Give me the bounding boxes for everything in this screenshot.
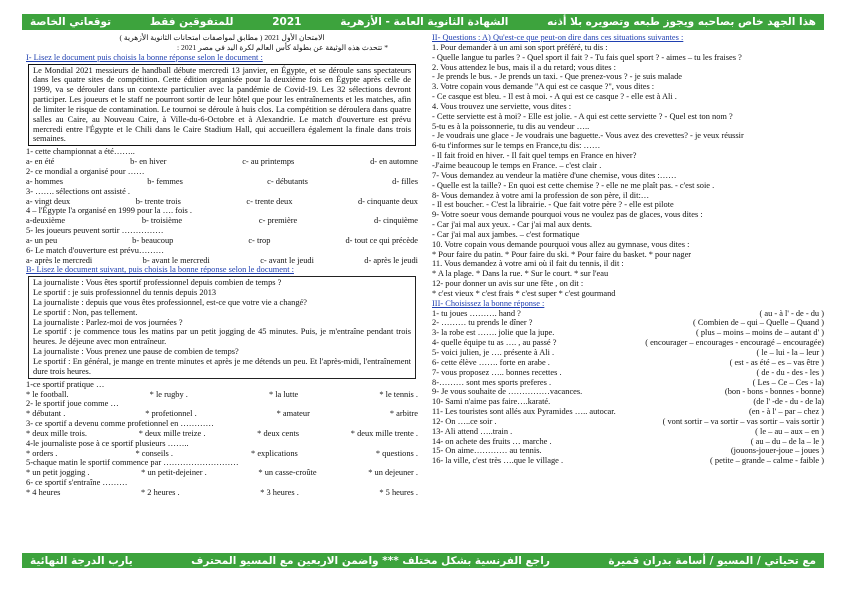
section_B-option: * la lutte — [268, 389, 299, 399]
section_B-option: * un petit jogging . — [26, 468, 90, 478]
section-ii-line: 11. Vous demandez à votre ami où il fait du tennis, il dit : — [432, 259, 624, 269]
header-banner — [22, 14, 824, 30]
section-iii-options: ( le – au – aux – en ) — [755, 426, 824, 436]
section-ii-line: - Quelle langue tu parles ? - Quel sport il fait ? - Tu fais quel sport ? - aimes – tu les fraises ? — [432, 52, 742, 62]
section_B-option: * conseils . — [135, 448, 173, 458]
section_I-options-row — [26, 216, 418, 226]
section-iii-row — [432, 309, 824, 319]
dialogue-line: Le sportif : je suis professionnel du tennis depuis 2013 — [33, 288, 217, 298]
section_B-options-row — [26, 409, 418, 419]
section_B-option: * le rugby . — [149, 389, 188, 399]
section-iii-row — [432, 378, 824, 388]
section_I-option: a- hommes — [26, 176, 63, 186]
section_I-option: b- beaucoup — [132, 235, 174, 245]
dialogue-line: Le sportif : En général, je mange en trente minutes et après je me détends un peu. Et l'après-midi, l'entraînement dure trois heures. — [33, 357, 411, 376]
section_B-option: * deux mille trente . — [350, 428, 418, 438]
section-iii-options: ( au - à l' - de - du ) — [759, 308, 824, 318]
section-iii-row — [432, 397, 824, 407]
section-iii-row — [432, 318, 824, 328]
section-iii-question: 15- On aime………… au tennis. — [432, 446, 542, 456]
dialogue-line: Le sportif : je commence tous les matins par un petit jogging de 45 minutes. Puis, je m'entraîne pendant trois heures. Je déjeune avec mon entraîneur. — [33, 327, 411, 347]
section_I-option: a- en été — [26, 157, 55, 167]
section-iii-options: ( de - du - des - les ) — [756, 367, 824, 377]
section-ii-lines — [432, 43, 824, 299]
right-column — [432, 33, 824, 466]
section-b-heading: B- Lisez le document suivant, puis choisis la bonne réponse selon le document : — [26, 265, 294, 275]
section-iii-options: (en - à l' – par – chez ) — [749, 407, 824, 417]
section-iii-row — [432, 348, 824, 358]
section-iii-row — [432, 456, 824, 466]
section-iii-options: (jouons-jouer-joue – joues ) — [730, 446, 824, 456]
section-i-passage — [28, 64, 416, 147]
section-i-heading: I- Lisez le document puis choisis la bonne réponse selon le document : — [26, 52, 263, 62]
section_I-options-row — [26, 256, 418, 266]
section_I-option: c- au printemps — [242, 157, 295, 167]
section_I-option: d- tout ce qui précède — [345, 235, 418, 245]
section-i-questions — [26, 147, 418, 265]
section_B-option: * deux cents — [257, 428, 300, 438]
section-ii-line: 9- Votre soeur vous demande pourquoi vous ne voulez pas de glaces, vous dites : — [432, 210, 703, 220]
section-ii-line: * A la plage. * Dans la rue. * Sur le court. * sur l'eau — [432, 269, 609, 279]
passage-text: Le Mondial 2021 messieurs de handball débute mercredi 13 janvier, en Égypte, et se déroule sans spectateurs dans les quatre sites de compétition. Cette édition organisée pour la deuxième fois en Égypte après celle de 1999, va se dérouler dans un contexte particulier avec la pandémie de Covid-19. Les 32 sélections devront participer. Les joueurs et le staff ne pourront sortir de leur hôtel que pour les entraînements et les matches, afin de limiter le risque de contamination. Le tournoi se déroule à huis clos. La compétition se déroulera dans quatre salles au Caire, au Nouveau Caire, à Ville-du-6-Octobre et à Alexandrie. Le match d'ouverture est prévu mercredi entre l'Égypte et le Chili dans le Caire Stadium Hall, qui accueillera également la finale dans trois semaines. — [33, 65, 411, 144]
section-ii-line: 1. Pour demander à un ami son sport préféré, tu dis : — [432, 42, 608, 52]
section_I-options-row — [26, 197, 418, 207]
section-iii-question: 2- ……… tu prends le dîner ? — [432, 318, 533, 328]
footer-center: راجع الفرنسية بشكل مختلف *** واضمن الاربعين مع المسيو المحترف — [191, 554, 550, 567]
section_B-option: * 2 heures . — [141, 487, 180, 497]
section_I-option: c- débutants — [267, 176, 308, 186]
section_I-question: 1- cette championnat a été…….. — [26, 147, 135, 157]
section-iii-options: (de l' -de - du - de la) — [753, 397, 824, 407]
section_B-option: * orders . — [26, 448, 58, 458]
section_I-option: a- vingt deux — [26, 196, 71, 206]
section-iii-question: 14- on achete des fruits … marche . — [432, 436, 552, 446]
section_B-option: * le tennis . — [379, 389, 418, 399]
exam-note: * تتحدث هذه الوثيقة عن بطولة كأس العالم لكرة اليد في مصر 2021 : — [177, 42, 388, 52]
section-ii-line: 3. Votre copain vous demande "A qui est ce casque ?", vous dites : — [432, 82, 655, 92]
section-iii-question: 4- quelle équipe tu as …. , au passé ? — [432, 338, 557, 348]
section-ii-line: - Car j'ai mal aux yeux. - Car j'ai mal aux dents. — [432, 220, 593, 230]
section_I-options-row — [26, 157, 418, 167]
section-ii-line: - Il est boucher. - C'est la librairie. - Que fait votre père ? - elle est pilote — [432, 200, 674, 210]
section-iii-row — [432, 446, 824, 456]
section_I-option: b- troisième — [141, 216, 183, 226]
section_B-option: * 3 heures . — [260, 487, 299, 497]
section_I-option: d- après le jeudi — [364, 255, 418, 265]
section_B-options-row — [26, 390, 418, 400]
section_I-option: d- filles — [392, 176, 418, 186]
section-ii-line: 2. Vous attendez le bus, mais il a du retard; vous dites : — [432, 62, 616, 72]
section_B-option: * questions . — [375, 448, 418, 458]
footer-left: يارب الدرجة النهائية — [30, 554, 133, 567]
section-iii-row — [432, 417, 824, 427]
section_B-options-row — [26, 468, 418, 478]
section-iii-question: 3- la robe est ……. jolie que la jupe. — [432, 328, 555, 338]
section-ii-line: 12- pour donner un avis sur une fête , on dit : — [432, 279, 584, 289]
section-iii-row — [432, 387, 824, 397]
section_I-option: b- avant le mercredi — [142, 255, 210, 265]
section_B-options-row — [26, 488, 418, 498]
section_B-option: * débutant . — [26, 409, 66, 419]
section-ii-line: - Quelle est la taille? - En quoi est cette chemise ? - elle ne me plaît pas. - c'est soie . — [432, 180, 715, 190]
dialogue-line: La journaliste : Vous prenez une pause de combien de temps? — [33, 347, 239, 357]
section-iii-options: ( Combien de – qui – Quelle – Quand ) — [693, 318, 824, 328]
section_B-option: * 4 heures — [26, 487, 61, 497]
section-ii-line: - Car j'ai mal aux jambes. – c'est formatique — [432, 229, 580, 239]
section_B-option: * explications — [251, 448, 298, 458]
section-ii-line: - Il fait froid en hiver. - Il fait quel temps en France en hiver? — [432, 151, 637, 161]
section-ii-line: - Cette serviette est à moi? - Elle est jolie. - A qui est cette serviette ? - Quel est ton nom ? — [432, 111, 733, 121]
section-iii-question: 7- vous proposez ….. bonnes recettes . — [432, 367, 562, 377]
section-ii-line: * Pour faire du patin. * Pour faire du ski. * Pour faire du basket. * pour nager — [432, 249, 692, 259]
section-ii-line: 5-tu es à la poissonnerie, tu dis au vendeur ….. — [432, 121, 590, 131]
header-center: الشهادة الثانوية العامة - الأزهرية — [340, 16, 509, 28]
section-ii-line: 8- Vous demandez à votre ami la profession de son père, il dit:… — [432, 190, 650, 200]
section_B-question: 5-chaque matin le sportif commence par ……………………… — [26, 458, 239, 468]
section_I-option: d- cinquième — [374, 216, 418, 226]
section-iii-options: ( vont sortir – va sortir – vas sortir – vais sortir ) — [662, 416, 824, 426]
left-column — [26, 33, 418, 498]
section-ii-line: -J'aime beaucoup le temps en France. – c'est clair . — [432, 160, 602, 170]
section_B-question: 4-le journaliste pose à ce sportif plusieurs …….. — [26, 438, 189, 448]
section-iii-question: 11- Les touristes sont allés aux Pyramides ….. autocar. — [432, 407, 616, 417]
section-iii-row — [432, 407, 824, 417]
section_B-question: 2- le sportif joue comme … — [26, 399, 119, 409]
header-right: هذا الجهد خاص بصاحبه ويجوز طبعه وتصويره بلا أذنه — [547, 16, 816, 28]
section-iii-options: ( au – du – de la – le ) — [750, 436, 824, 446]
header-left: توقعاتي الخاصة — [30, 16, 112, 28]
section-iii-row — [432, 338, 824, 348]
section-iii-options: ( plus – moins – moins de – autant d' ) — [695, 328, 824, 338]
section-ii-line: - Je voudrais une glace - Je voudrais une baguette.- Vous avez des crevettes? - je veux réussir — [432, 131, 744, 141]
section-iii-options: ( le – lui - la – leur ) — [756, 348, 824, 357]
section_I-option: b- en hiver — [130, 157, 167, 167]
section_I-option: d- cinquante deux — [357, 196, 418, 206]
section_I-option: c- trop — [248, 235, 271, 245]
section_B-option: * profetionnel . — [145, 409, 197, 419]
section_B-question: 6- ce sportif s'entraîne ……… — [26, 478, 128, 488]
section-ii-heading: II- Questions : A) Qu'est-ce que peut-on dire dans ces situations suivantes : — [432, 33, 684, 42]
section_B-option: * le football. — [26, 389, 69, 399]
dialogue-line: La journaliste : depuis que vous êtes professionnel, est-ce que votre vie a changé? — [33, 297, 307, 307]
section-iii-question: 8-……… sont mes sports preferes . — [432, 377, 552, 387]
section-iii-question: 10- Sami n'aime pas faire….karaté. — [432, 397, 551, 407]
section-iii-question: 1- tu joues ………. hand ? — [432, 308, 521, 318]
section-iii-items — [432, 309, 824, 467]
section-iii-row — [432, 358, 824, 368]
section_I-question: 6- Le match d'ouverture est prévu……… — [26, 245, 165, 255]
section-ii-line: - Ce casque est bleu. - Il est à moi. - A qui est ce casque ? - elle est à Ali . — [432, 92, 677, 102]
section-iii-options: ( petite – grande – calme - faible ) — [710, 456, 824, 466]
section-ii-line: 10. Votre copain vous demande pourquoi vous allez au gymnase, vous dites : — [432, 239, 690, 249]
section-iii-options: ( Les – Ce – Ces - la) — [752, 377, 824, 387]
section-iii-options: (bon - bons - bonnes - bonne) — [724, 387, 824, 397]
section_B-question: 3- ce sportif a devenu comme profetionnel en ………… — [26, 419, 214, 429]
section_B-option: * deux mille trois. — [26, 428, 87, 438]
header-left2: للمتفوقين فقط — [149, 16, 234, 28]
section-b-dialogue — [28, 276, 416, 378]
footer-banner — [22, 553, 824, 568]
section_I-question: 5- les joueurs peuvent sortir …………… — [26, 226, 164, 236]
section_I-question: 2- ce mondial a organisé pour …… — [26, 166, 145, 176]
section_I-option: c- trente deux — [246, 196, 293, 206]
section_B-option: * 5 heures . — [379, 487, 418, 497]
dialogue-line: La journaliste : Parlez-moi de vos journées ? — [33, 317, 183, 327]
section_I-option: a- un peu — [26, 235, 58, 245]
section_B-option: * un dejeuner . — [368, 468, 418, 478]
section-iii-question: 12- On …..ce soir . — [432, 416, 497, 426]
section-iii-options: ( est - as été – es – vas être ) — [729, 357, 824, 367]
header-year: 2021 — [272, 16, 302, 28]
section_I-option: a-deuxième — [26, 216, 66, 226]
section_I-option: c- avant le jeudi — [260, 255, 314, 265]
section-ii-line: - Je prends le bus. - Je prends un taxi. - Que prenez-vous ? - je suis malade — [432, 72, 683, 82]
section_I-option: c- première — [258, 216, 298, 226]
section-iii-row — [432, 427, 824, 437]
section-iii-heading: III- Choisissez la bonne réponse : — [432, 298, 545, 308]
section-ii-line: * c'est vieux * c'est frais * c'est super * c'est gourmand — [432, 288, 616, 298]
section_B-option: * amateur — [276, 409, 310, 419]
section_I-question: 4 – l'Égypte l'a organisé en 1999 pour la …. fois . — [26, 206, 192, 216]
section_B-option: * arbitre — [389, 409, 418, 419]
section-iii-row — [432, 328, 824, 338]
section-iii-question: 16- la ville, c'est très ….que le village . — [432, 456, 564, 466]
section-b-questions — [26, 380, 418, 498]
section-ii-line: 7- Vous demandez au vendeur la matière d'une chemise, vous dites :…… — [432, 170, 677, 180]
section-iii-question: 9- Je vous souhaite de ……………vacances. — [432, 387, 583, 397]
section_B-question: 1-ce sportif pratique … — [26, 379, 105, 389]
dialogue-line: La journaliste : Vous êtes sportif professionnel depuis combien de temps ? — [33, 278, 282, 288]
section-ii-line: 6-tu t'informes sur le temps en France,tu dis: …… — [432, 141, 601, 151]
section-iii-question: 13- Ali attend …..train . — [432, 426, 513, 436]
section-iii-question: 5- voici julien, je …. présente à Ali . — [432, 348, 555, 357]
section-iii-row — [432, 437, 824, 447]
section_B-option: * un casse-croûte — [258, 468, 317, 478]
section_B-options-row — [26, 449, 418, 459]
section-iii-options: ( encourager – encourages - encouragé – encouragée) — [645, 338, 824, 348]
footer-right: مع تحياتي / المسيو / أسامة بدران قميرة — [608, 554, 816, 567]
section_I-options-row — [26, 236, 418, 246]
exam-title: الامتحان الأول 2021 ( مطابق لمواصفات امتحانات الثانوية الأزهرية ) — [119, 33, 325, 42]
dialogue-line: Le sportif : Non, pas tellement. — [33, 307, 138, 317]
section_I-options-row — [26, 177, 418, 187]
section-iii-question: 6- cette élève ……. forte en arabe . — [432, 357, 550, 367]
section_I-option: b- femmes — [147, 176, 183, 186]
section_B-option: * un petit-dejeiner . — [141, 468, 207, 478]
section-ii-line: 4. Vous trouvez une serviette, vous dites : — [432, 101, 572, 111]
section_I-option: b- trente trois — [135, 196, 181, 206]
section_I-question: 3- ……. sélections ont assisté . — [26, 186, 130, 196]
section_I-option: d- en automne — [370, 157, 418, 167]
section_B-option: * deux mille treize . — [138, 428, 206, 438]
section_B-options-row — [26, 429, 418, 439]
section-iii-row — [432, 368, 824, 378]
section_I-option: a- après le mercredi — [26, 255, 93, 265]
